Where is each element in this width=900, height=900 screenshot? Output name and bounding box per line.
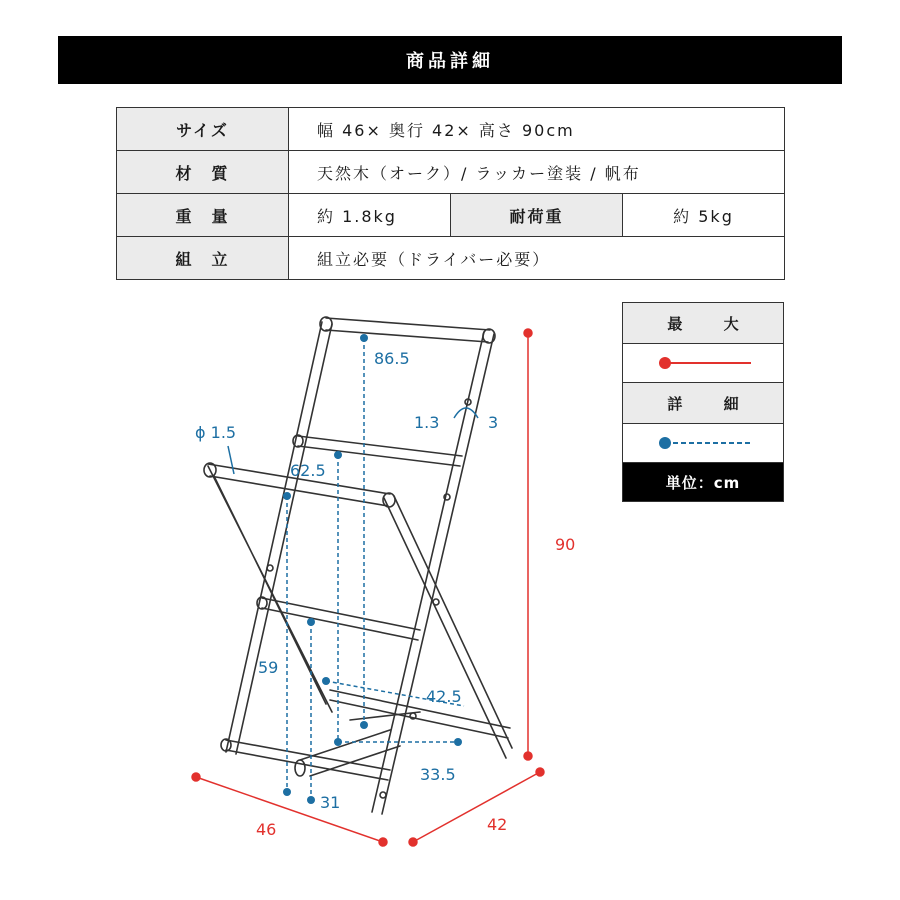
dimension-endpoint [524,752,532,760]
inner-depth-lower-dimension: 33.5 [420,765,456,784]
bolt-hole [267,565,273,571]
back-left-leg [226,322,322,752]
spec-label: サイズ [117,108,289,151]
dimension-endpoint [283,788,291,796]
depth-dimension: 42 [487,815,508,834]
frame-width-dimension: 3 [488,413,499,432]
top-rail [326,318,490,342]
dimension-endpoint [283,492,291,500]
top-rail-height-dimension: 86.5 [374,349,410,368]
width-dimension-line [196,777,383,842]
spec-label: 耐荷重 [451,194,623,237]
rack-frame [204,317,512,814]
dimension-endpoint [536,768,544,776]
legend-detail-label: 詳 細 [623,383,783,424]
spec-value: 約 5kg [623,194,785,237]
rail-diameter-dimension: ϕ 1.5 [195,423,237,442]
dimension-endpoint [409,838,417,846]
spec-value: 天然木（オーク）/ ラッカー塗装 / 帆布 [289,151,785,194]
legend-unit: 単位：cm [623,463,783,501]
front-height-dimension: 62.5 [290,461,326,480]
back-left-leg-inner [236,324,332,754]
spec-value: 幅 46× 奥行 42× 高さ 90cm [289,108,785,151]
lower-rail-height-dimension: 59 [258,658,279,677]
dimension-endpoint [192,773,200,781]
dimension-endpoint [307,796,315,804]
height-dimension: 90 [555,535,576,554]
spec-value: 約 1.8kg [289,194,451,237]
inner-depth-upper-dimension: 42.5 [426,687,462,706]
spec-value: 組立必要（ドライバー必要） [289,237,785,280]
width-dimension: 46 [256,820,277,839]
spec-label: 組 立 [117,237,289,280]
spec-label: 重 量 [117,194,289,237]
bolt-hole [433,599,439,605]
frame-thickness-dimension: 1.3 [414,413,440,432]
stretcher-end [295,760,305,776]
bolt-hole [380,792,386,798]
legend-max-label: 最 大 [623,303,783,344]
max-dimension-lines [192,329,544,846]
dimension-endpoint [360,334,368,342]
back-bottom-rail [226,740,390,780]
dimension-endpoint [524,329,532,337]
dimension-endpoint [322,677,330,685]
detail-dimension-points [283,334,462,804]
dimension-endpoint [360,721,368,729]
front-bottom-rail [330,690,510,738]
diameter-leader [228,446,234,474]
bottom-rail-height-dimension: 31 [320,793,341,812]
dimension-endpoint [454,738,462,746]
dimension-endpoint [334,451,342,459]
dimension-endpoint [334,738,342,746]
section-title: 商品詳細 [406,51,494,72]
spec-label: 材 質 [117,151,289,194]
back-right-leg [372,332,484,812]
dimension-endpoint [379,838,387,846]
dimension-endpoint [307,618,315,626]
